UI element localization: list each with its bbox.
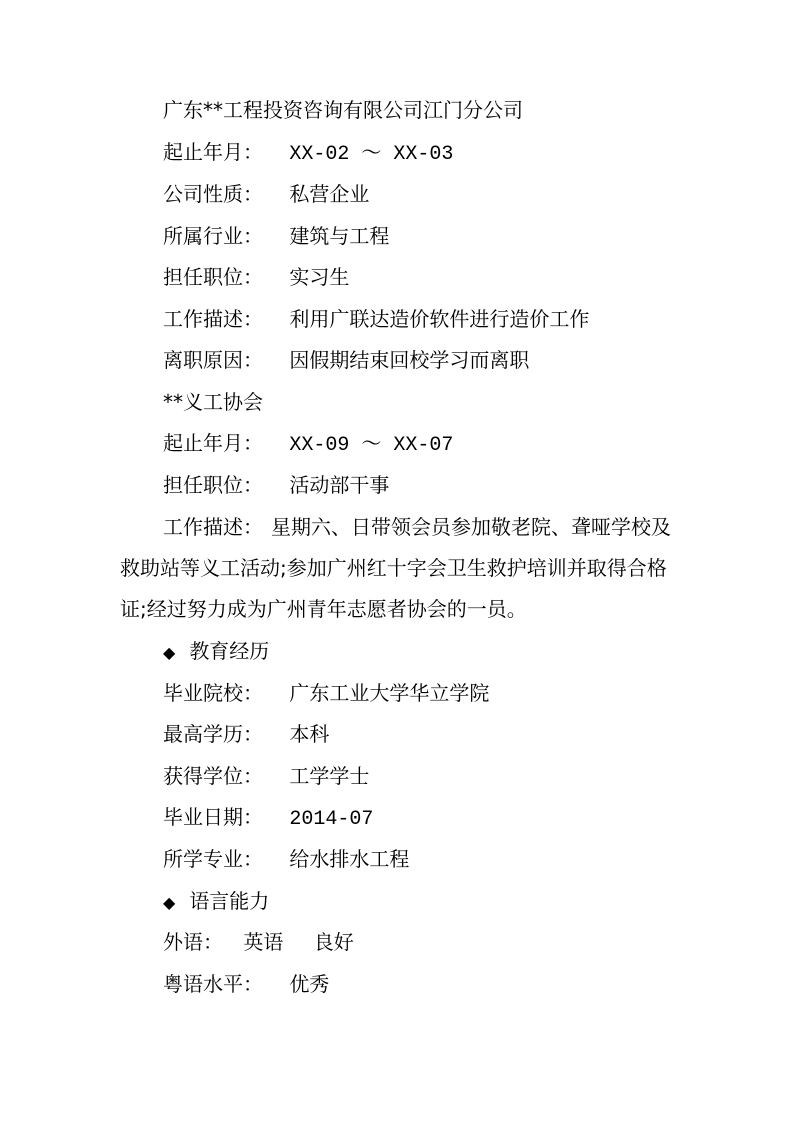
volunteer-position-label: 担任职位： [163,473,263,497]
period-label: 起止年月： [163,140,263,164]
volunteer-period-label: 起止年月： [163,431,263,455]
description-label: 工作描述： [163,307,263,331]
leave-reason-value: 因假期结束回校学习而离职 [289,348,530,372]
leave-reason-row [163,348,529,372]
volunteer-description [120,507,680,630]
period-row [163,140,453,167]
volunteer-description-value: 星期六、日带领会员参加敬老院、聋哑学校及救助站等义工活动;参加广州红十字会卫生救护培训并取得合格证;经过努力成为广州青年志愿者协会的一员。 [120,515,671,621]
cantonese-row [163,972,329,996]
description-row [163,307,589,331]
major-label: 所学专业： [163,847,263,871]
position-row [163,265,349,289]
industry-row [163,224,389,248]
foreign-language-level: 良好 [313,930,354,954]
degree-label: 最高学历： [163,722,263,746]
education-heading-text: 教育经历 [189,639,270,663]
nature-value: 私营企业 [289,182,370,206]
nature-label: 公司性质： [163,182,263,206]
description-value: 利用广联达造价软件进行造价工作 [289,307,590,331]
volunteer-position-row [163,473,389,497]
industry-label: 所属行业： [163,224,263,248]
industry-value: 建筑与工程 [289,224,390,248]
foreign-language-label: 外语： [163,930,223,954]
volunteer-description-label: 工作描述： [163,515,263,539]
academic-title-value: 工学学士 [289,764,370,788]
leave-reason-label: 离职原因： [163,348,263,372]
school-row [163,681,489,705]
position-value: 实习生 [289,265,350,289]
degree-value: 本科 [289,722,330,746]
period-value: XX-02 ～ XX-03 [289,143,454,166]
nature-row [163,182,369,206]
volunteer-position-value: 活动部干事 [289,473,390,497]
foreign-language-value: 英语 [243,930,284,954]
school-label: 毕业院校： [163,681,263,705]
graduation-date-label: 毕业日期： [163,805,263,829]
language-heading-text: 语言能力 [189,889,270,913]
volunteer-period-row [163,431,453,458]
position-label: 担任职位： [163,265,263,289]
major-row [163,847,409,871]
education-heading [163,639,269,665]
academic-title-row [163,764,369,788]
degree-row [163,722,329,746]
graduation-date-value: 2014-07 [289,808,374,831]
volunteer-org: **义工协会 [163,390,263,414]
school-value: 广东工业大学华立学院 [289,681,490,705]
volunteer-period-value: XX-09 ～ XX-07 [289,434,454,457]
graduation-date-row [163,805,373,832]
diamond-bullet-icon: ◆ [163,643,176,662]
language-heading [163,889,269,915]
major-value: 给水排水工程 [289,847,410,871]
cantonese-label: 粤语水平： [163,972,263,996]
cantonese-value: 优秀 [289,972,330,996]
company-name: 广东**工程投资咨询有限公司江门分公司 [163,98,523,122]
foreign-language-row [163,930,354,954]
diamond-bullet-icon: ◆ [163,893,176,912]
academic-title-label: 获得学位： [163,764,263,788]
